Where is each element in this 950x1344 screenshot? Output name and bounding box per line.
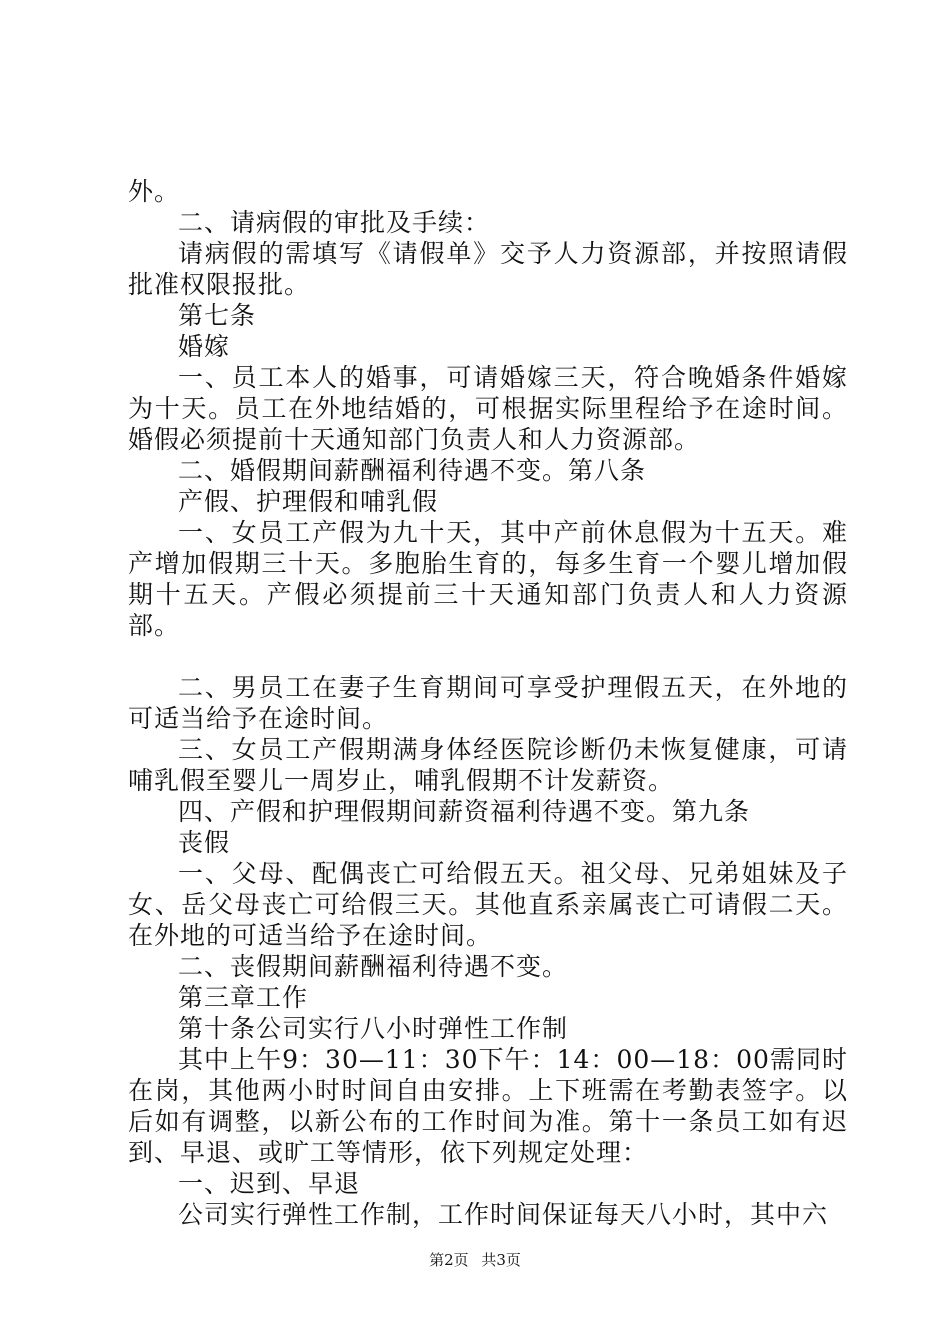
paragraph: 丧假	[178, 828, 231, 857]
paragraph: 二、丧假期间薪酬福利待遇不变。	[178, 952, 569, 981]
paragraph: 第十条公司实行八小时弹性工作制	[178, 1014, 569, 1043]
paragraph: 产假、护理假和哺乳假	[178, 487, 439, 516]
paragraph: 第三章工作	[178, 983, 309, 1012]
page-number: 第2页	[429, 1251, 469, 1269]
paragraph: 一、迟到、早退	[178, 1169, 361, 1198]
page-total: 共3页	[481, 1251, 521, 1269]
paragraph: 一、父母、配偶丧亡可给假五天。祖父母、兄弟姐妹及子女、岳父母丧亡可给假三天。其他直系亲属丧亡可请假二天。在外地的可适当给予在途时间。	[128, 859, 848, 950]
page-footer	[0, 1250, 950, 1270]
paragraph: 三、女员工产假期满身体经医院诊断仍未恢复健康，可请哺乳假至婴儿一周岁止，哺乳假期不计发薪资。	[128, 735, 848, 795]
document-body	[128, 176, 848, 1230]
paragraph: 二、男员工在妻子生育期间可享受护理假五天，在外地的可适当给予在途时间。	[128, 673, 848, 733]
paragraph: 婚嫁	[178, 332, 231, 361]
paragraph: 一、员工本人的婚事，可请婚嫁三天，符合晚婚条件婚嫁为十天。员工在外地结婚的，可根据实际里程给予在途时间。婚假必须提前十天通知部门负责人和人力资源部。	[128, 363, 848, 454]
paragraph: 四、产假和护理假期间薪资福利待遇不变。第九条	[178, 797, 751, 826]
paragraph: 第七条	[178, 301, 257, 330]
paragraph: 二、请病假的审批及手续：	[178, 208, 491, 237]
paragraph: 二、婚假期间薪酬福利待遇不变。第八条	[178, 456, 647, 485]
paragraph: 外。	[128, 177, 181, 206]
paragraph: 一、女员工产假为九十天，其中产前休息假为十五天。难产增加假期三十天。多胞胎生育的，每多生育一个婴儿增加假期十五天。产假必须提前三十天通知部门负责人和人力资源部。	[128, 518, 848, 640]
paragraph: 公司实行弹性工作制，工作时间保证每天八小时，其中六	[178, 1200, 829, 1229]
paragraph: 其中上午9：30—11：30下午：14：00—18：00需同时在岗，其他两小时时间自由安排。上下班需在考勤表签字。以后如有调整，以新公布的工作时间为准。第十一条员工如有迟到、早退、或旷工等情形，依下列规定处理：	[128, 1045, 848, 1167]
blank-line	[128, 641, 848, 672]
paragraph: 请病假的需填写《请假单》交予人力资源部，并按照请假批准权限报批。	[128, 239, 848, 299]
